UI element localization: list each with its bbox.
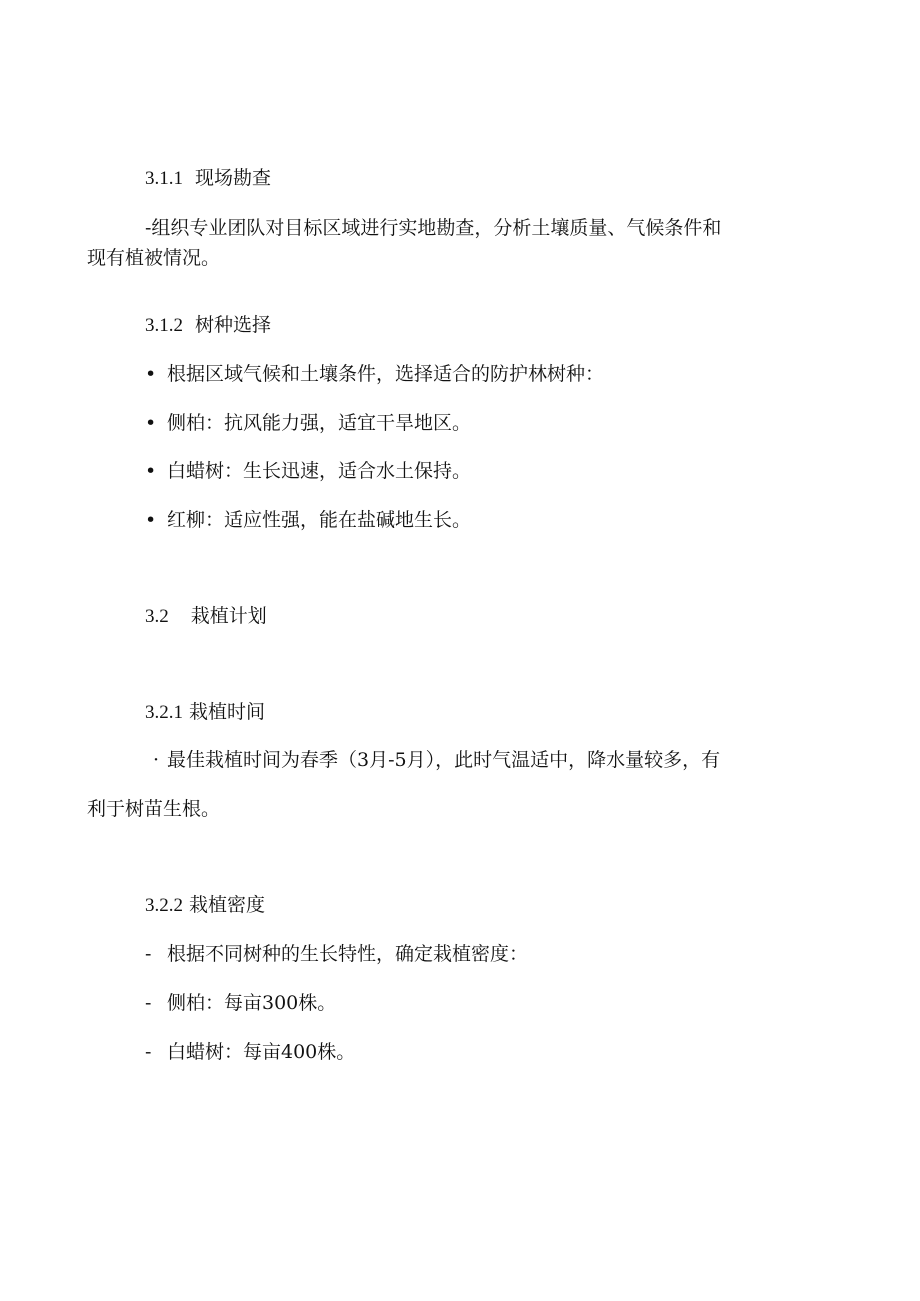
dash-icon: -: [145, 1041, 152, 1063]
list-item-text: 白蜡树：每亩400株。: [167, 1041, 356, 1063]
heading-3-1-1: [145, 165, 271, 192]
dash-icon: -: [145, 992, 152, 1014]
list-item: [145, 941, 528, 967]
list-item-text: 红柳：适应性强，能在盐碱地生长。: [167, 509, 472, 531]
bullet-icon: •: [145, 412, 157, 434]
list-item: [145, 458, 471, 484]
list-item: [145, 410, 471, 436]
list-item: [145, 361, 604, 387]
dot-bullet-icon: ·: [152, 749, 160, 771]
dash-icon: -: [145, 943, 152, 965]
heading-number: 3.2.1: [145, 702, 183, 723]
paragraph-line: 现有植被情况。: [87, 247, 221, 269]
heading-3-2: [145, 603, 267, 630]
list-item-text: 白蜡树：生长迅速，适合水土保持。: [167, 460, 472, 482]
heading-title: 栽植时间: [189, 701, 266, 723]
heading-number: 3.1.2: [145, 315, 183, 336]
bullet-icon: •: [145, 460, 157, 482]
paragraph-line: [145, 747, 720, 773]
paragraph-line: 利于树苗生根。: [87, 798, 221, 820]
list-item-text: 侧柏：每亩300株。: [167, 992, 337, 1014]
list-item: [145, 507, 471, 533]
heading-3-1-2: [145, 312, 271, 339]
heading-title: 树种选择: [195, 314, 272, 336]
heading-title: 栽植密度: [189, 894, 266, 916]
heading-number: 3.2.2: [145, 895, 183, 916]
heading-title: 栽植计划: [190, 605, 267, 627]
bullet-icon: •: [145, 509, 157, 531]
list-item: [145, 1039, 355, 1065]
heading-title: 现场勘查: [195, 167, 272, 189]
list-item: [145, 990, 336, 1016]
heading-number: 3.2: [145, 606, 169, 627]
heading-3-2-2: [145, 892, 265, 919]
list-item-text: 侧柏：抗风能力强，适宜干旱地区。: [167, 412, 472, 434]
list-item-text: 根据区域气候和土壤条件，选择适合的防护林树种：: [167, 363, 605, 385]
bullet-icon: •: [145, 363, 157, 385]
paragraph-line: -组织专业团队对目标区域进行实地勘查，分析土壤质量、气候条件和: [145, 217, 722, 239]
heading-3-2-1: [145, 699, 265, 726]
paragraph-text: 最佳栽植时间为春季（3月-5月），此时气温适中，降水量较多，有: [167, 749, 721, 771]
heading-number: 3.1.1: [145, 168, 183, 189]
list-item-text: 根据不同树种的生长特性，确定栽植密度：: [167, 943, 529, 965]
